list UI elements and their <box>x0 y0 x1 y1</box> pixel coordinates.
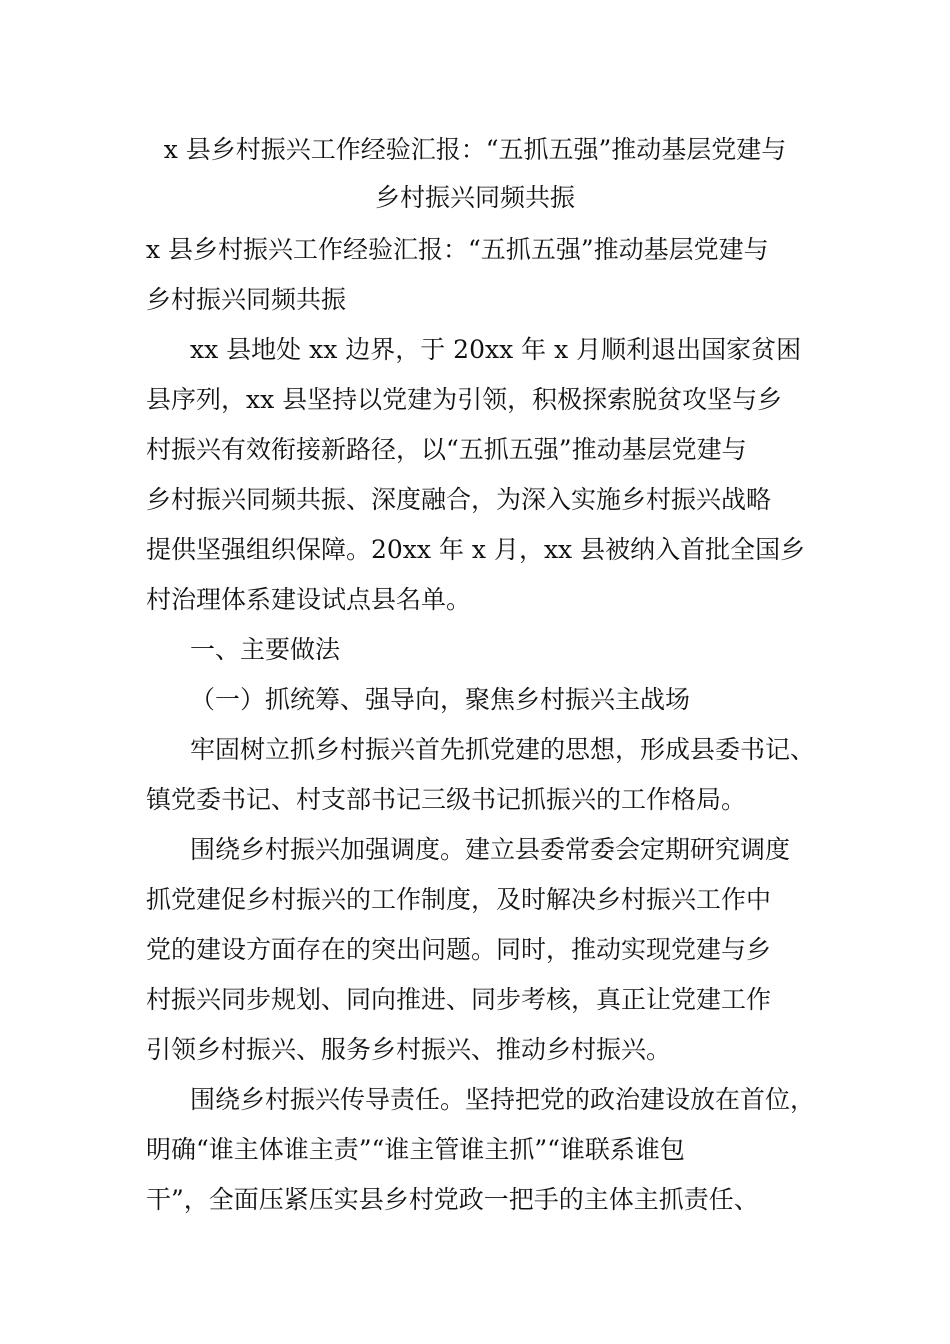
paragraph-line: 镇党委书记、村支部书记三级书记抓振兴的工作格局。 <box>146 785 747 814</box>
paragraph-line: 乡村振兴同频共振、深度融合，为深入实施乡村振兴战略 <box>146 485 772 514</box>
title-line-2: 乡村振兴同频共振 <box>374 183 575 212</box>
paragraph-line: 党的建设方面存在的突出问题。同时，推动实现党建与乡 <box>146 935 772 964</box>
paragraph-line: 村振兴同步规划、同向推进、同步考核，真正让党建工作 <box>146 985 772 1014</box>
subsection-heading-1 <box>146 675 806 725</box>
paragraph-scheduling <box>146 825 806 1075</box>
subtitle-line-1: x 县乡村振兴工作经验汇报：“五抓五强”推动基层党建与 <box>146 235 769 264</box>
paragraph-line: 县序列，xx 县坚持以党建为引领，积极探索脱贫攻坚与乡 <box>146 385 783 414</box>
paragraph-line: 引领乡村振兴、服务乡村振兴、推动乡村振兴。 <box>146 1035 672 1064</box>
paragraph-responsibility <box>146 1075 816 1225</box>
document-body <box>146 225 816 1225</box>
paragraph-line: 村振兴有效衔接新路径，以“五抓五强”推动基层党建与 <box>146 435 747 464</box>
section-heading-main-practices <box>146 625 806 675</box>
paragraph-line: xx 县地处 xx 边界，于 20xx 年 x 月顺利退出国家贫困 <box>190 335 802 364</box>
paragraph-line: 明确“谁主体谁主责”“谁主管谁主抓”“谁联系谁包 <box>146 1135 685 1164</box>
paragraph-line: 围绕乡村振兴传导责任。坚持把党的政治建设放在首位， <box>190 1085 816 1114</box>
title-line-1: x 县乡村振兴工作经验汇报：“五抓五强”推动基层党建与 <box>163 135 787 164</box>
paragraph-line: 提供坚强组织保障。20xx 年 x 月，xx 县被纳入首批全国乡 <box>146 535 806 564</box>
paragraph-line: 干”，全面压紧压实县乡村党政一把手的主体主抓责任、 <box>146 1185 759 1214</box>
paragraph-leadership <box>146 725 816 825</box>
paragraph-line: 围绕乡村振兴加强调度。建立县委常委会定期研究调度 <box>190 835 791 864</box>
paragraph-intro <box>146 325 806 625</box>
section-heading-text: 一、主要做法 <box>190 635 341 664</box>
document-title <box>0 126 950 222</box>
subsection-heading-text: （一）抓统筹、强导向，聚焦乡村振兴主战场 <box>190 685 691 714</box>
paragraph-line: 村治理体系建设试点县名单。 <box>146 585 472 614</box>
subtitle-line-2: 乡村振兴同频共振 <box>146 285 347 314</box>
paragraph-line: 抓党建促乡村振兴的工作制度，及时解决乡村振兴工作中 <box>146 885 772 914</box>
paragraph-line: 牢固树立抓乡村振兴首先抓党建的思想，形成县委书记、 <box>190 735 816 764</box>
